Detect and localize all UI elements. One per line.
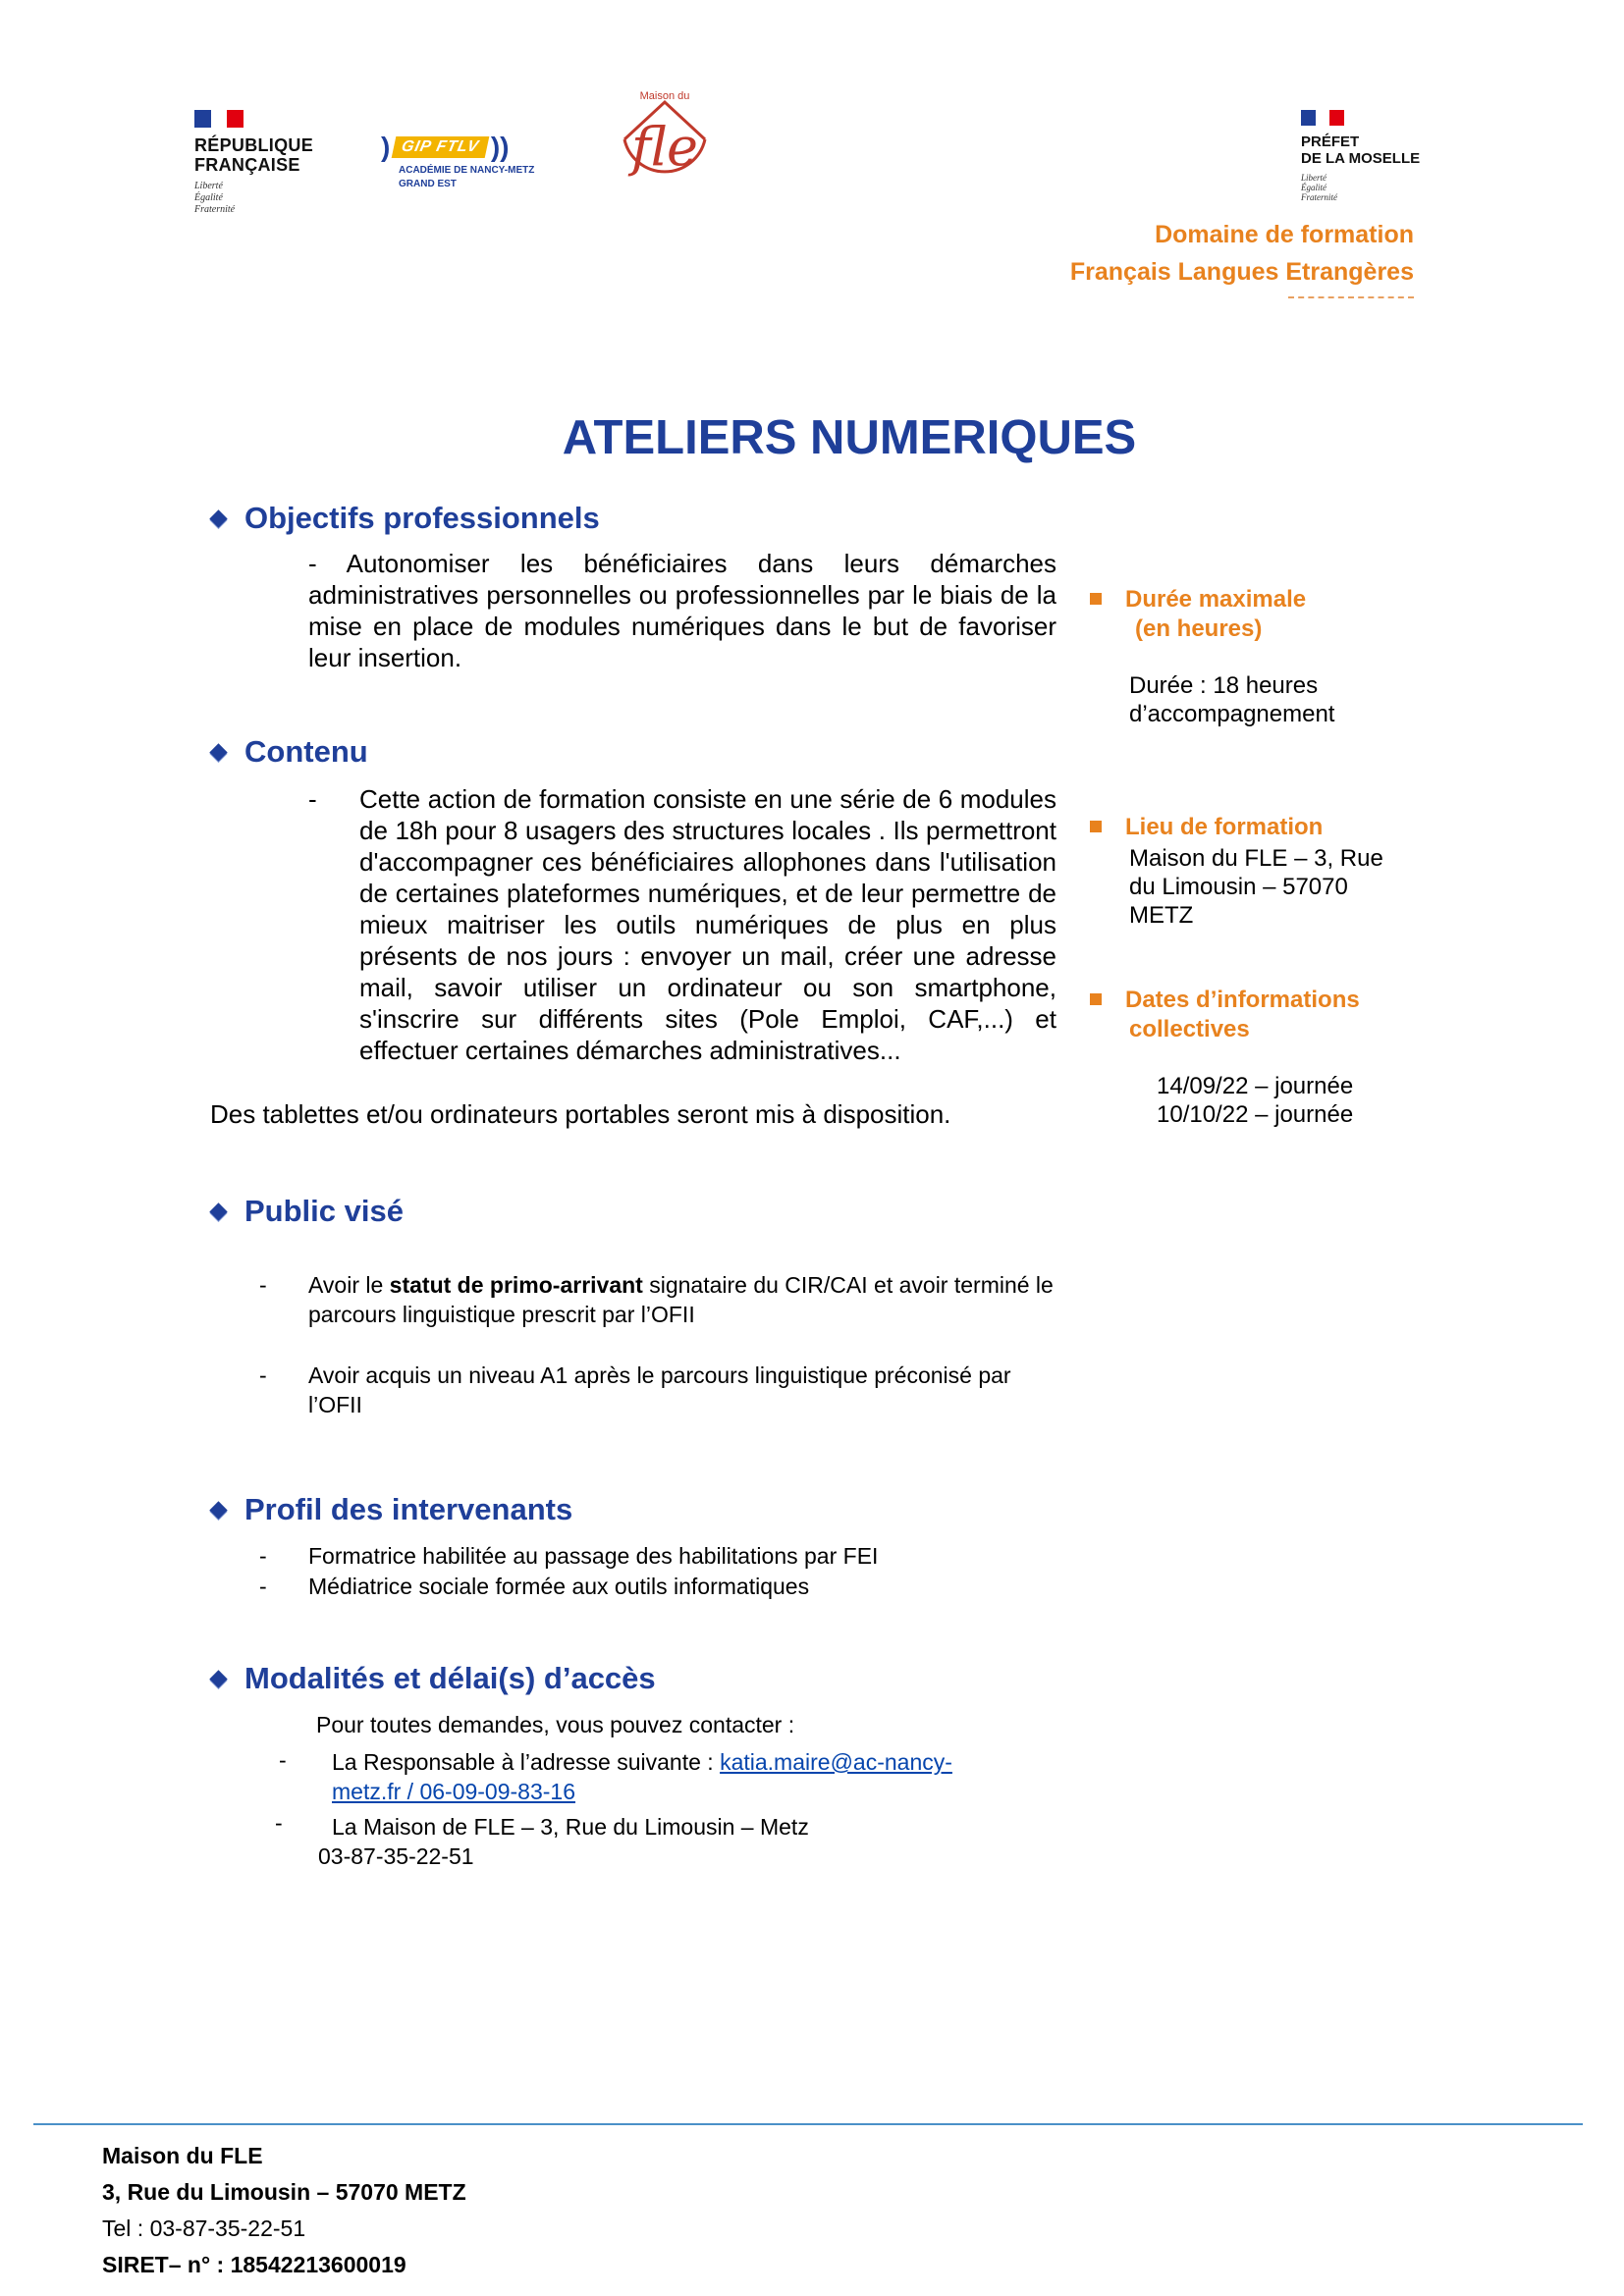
modalites-intro: Pour toutes demandes, vous pouvez contacter : xyxy=(316,1712,795,1737)
gip-ftlv-logo: ) GIP FTLV )) ACADÉMIE DE NANCY-METZ GRAND EST xyxy=(381,133,548,190)
modalites-item-2-line1: La Maison de FLE – 3, Rue du Limousin – Metz xyxy=(332,1814,809,1840)
side-dates-list: 14/09/22 – journée 10/10/22 – journée xyxy=(1157,1073,1354,1128)
rf-line2: FRANÇAISE xyxy=(194,155,300,175)
fle-main-text: fle xyxy=(631,116,698,178)
public-item-2: Avoir acquis un niveau A1 après le parcours linguistique préconisé par l’OFII xyxy=(308,1362,1011,1417)
list-dash: - xyxy=(259,1574,267,1599)
page-title: ATELIERS NUMERIQUES xyxy=(562,411,1137,464)
footer xyxy=(102,2138,466,2283)
orange-square-bullet-icon xyxy=(1090,821,1102,832)
footer-line4: SIRET– n° : 18542213600019 xyxy=(102,2252,406,2277)
profil-item-1: Formatrice habilitée au passage des habilitations par FEI xyxy=(308,1543,879,1569)
fle-small-text: Maison du xyxy=(639,90,690,102)
orange-square-bullet-icon xyxy=(1090,593,1102,605)
maison-du-fle-logo xyxy=(611,88,719,196)
heading-contenu: Contenu xyxy=(208,734,368,770)
diamond-bullet-icon xyxy=(209,1670,227,1687)
prefet-line1: PRÉFET xyxy=(1301,133,1360,150)
french-flag-icon xyxy=(1301,110,1344,126)
public-item-1: Avoir le statut de primo-arrivant signataire du CIR/CAI et avoir terminé le parcours linguistique prescrit par l’OFII xyxy=(308,1272,1054,1327)
objectifs-text: - Autonomiser les bénéficiaires dans leurs démarches administratives personnelles ou professionnelles par le biais de la mise en place de modules numériques dans le but de favoriser leur insertion. xyxy=(308,549,1056,672)
republique-francaise-logo xyxy=(194,110,332,216)
domaine-divider xyxy=(1288,296,1414,298)
email-link[interactable]: katia.maire@ac-nancy- xyxy=(720,1749,952,1775)
footer-line2: 3, Rue du Limousin – 57070 METZ xyxy=(102,2179,466,2205)
heading-objectifs: Objectifs professionnels xyxy=(208,501,600,536)
contenu-after: Des tablettes et/ou ordinateurs portables seront mis à disposition. xyxy=(210,1099,951,1129)
gip-sub2: GRAND EST xyxy=(399,179,457,189)
list-dash: - xyxy=(259,1362,267,1388)
diamond-bullet-icon xyxy=(209,743,227,761)
list-dash: - xyxy=(259,1543,267,1569)
prefet-motto: Liberté Égalité Fraternité xyxy=(1301,173,1337,202)
rf-motto: Liberté Égalité Fraternité xyxy=(194,181,236,215)
diamond-bullet-icon xyxy=(209,1202,227,1220)
profil-item-2: Médiatrice sociale formée aux outils informatiques xyxy=(308,1574,810,1599)
domaine-de-formation: Domaine de formation Français Langues Etrangères xyxy=(1069,221,1414,286)
prefet-line2: DE LA MOSELLE xyxy=(1301,150,1421,167)
side-dates-heading: Dates d’informations collectives xyxy=(1090,986,1360,1044)
contenu-text: Cette action de formation consiste en une série de 6 modules de 18h pour 8 usagers des structures locales . Ils permettront d'accompagner ces bénéficiaires allophones dans l'utilisation de certaines plateformes numériques, et de leur permettre de mieux maitriser les outils numériques de plus en plus présents de nos jours : envoyer un mail, créer une adresse mail, savoir utiliser un ordinateur ou son smartphone, s'inscrire sur différents sites (Pole Emploi, CAF,...) et effectuer certaines démarches administratives... xyxy=(359,784,1056,1065)
footer-line3: Tel : 03-87-35-22-51 xyxy=(102,2216,306,2241)
orange-square-bullet-icon xyxy=(1090,993,1102,1005)
gip-sub1: ACADÉMIE DE NANCY-METZ xyxy=(399,165,535,176)
french-flag-icon xyxy=(194,110,244,128)
side-lieu-text: Maison du FLE – 3, Rue du Limousin – 57070 METZ xyxy=(1129,845,1383,929)
heading-modalites: Modalités et délai(s) d’accès xyxy=(208,1661,656,1696)
email-phone-link[interactable]: metz.fr / 06-09-09-83-16 xyxy=(332,1779,576,1804)
heading-public: Public visé xyxy=(208,1194,404,1229)
list-dash: - xyxy=(275,1810,283,1836)
side-duree-heading: Durée maximale (en heures) xyxy=(1090,585,1306,644)
footer-divider xyxy=(33,2123,1583,2125)
gip-name: GIP FTLV xyxy=(392,136,489,158)
list-dash: - xyxy=(279,1747,287,1773)
rf-line1: RÉPUBLIQUE xyxy=(194,135,314,155)
footer-line1: Maison du FLE xyxy=(102,2143,263,2168)
modalites-item-2-line2: 03-87-35-22-51 xyxy=(318,1843,474,1869)
contenu-dash: - xyxy=(308,784,317,814)
side-lieu-heading: Lieu de formation xyxy=(1090,813,1323,842)
prefet-moselle-logo xyxy=(1301,110,1438,202)
modalites-item-1: La Responsable à l’adresse suivante : katia.maire@ac-nancy- metz.fr / 06-09-09-83-16 xyxy=(332,1749,952,1804)
diamond-bullet-icon xyxy=(209,509,227,527)
list-dash: - xyxy=(259,1272,267,1298)
diamond-bullet-icon xyxy=(209,1501,227,1519)
side-duree-text: Durée : 18 heures d’accompagnement xyxy=(1129,672,1335,727)
heading-profil: Profil des intervenants xyxy=(208,1492,572,1527)
